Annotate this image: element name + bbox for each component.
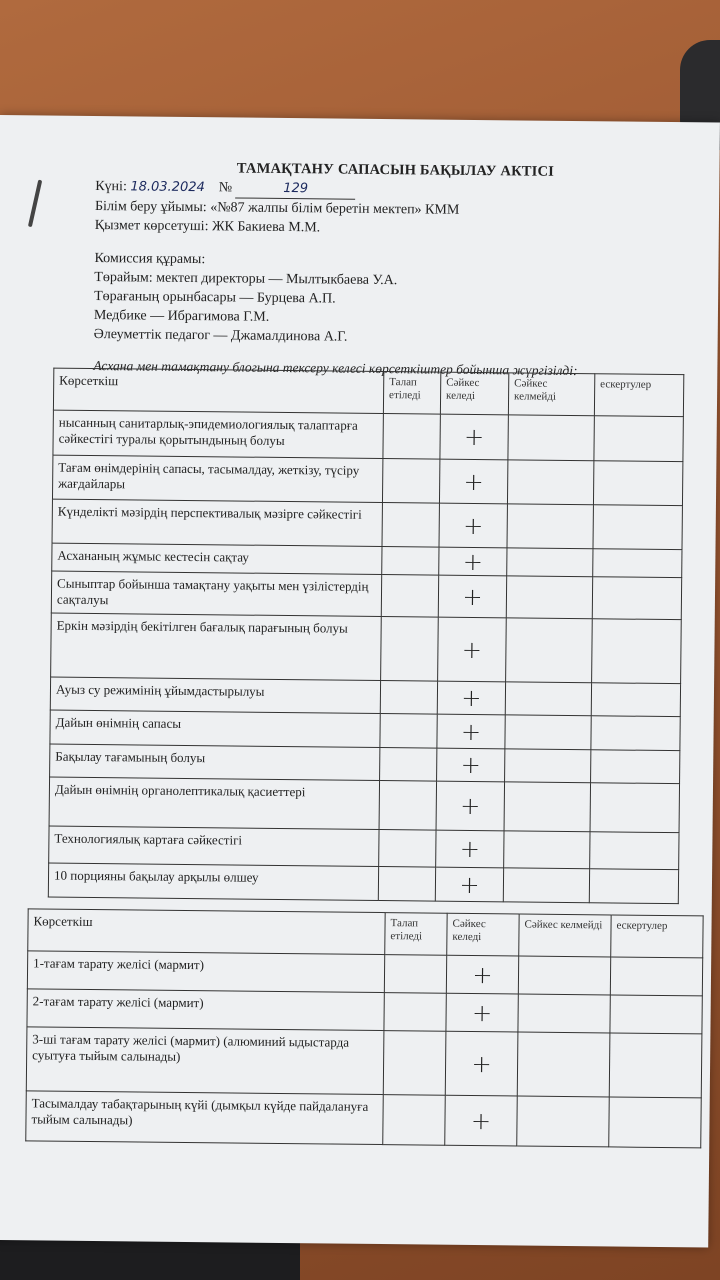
compliance-mark: + [445,1031,518,1096]
cell-remarks [594,416,683,462]
row-label: Сыныптар бойынша тамақтану уақыты мен үзілістердің сақталуы [51,571,381,616]
cell-remarks [592,577,681,620]
table-row [51,613,682,684]
cell-noncompliant [507,504,593,549]
table-row [26,1027,702,1098]
table-header-row [53,368,683,417]
cell-noncompliant [505,715,591,750]
cell-required [382,503,439,548]
cell-noncompliant [506,618,593,683]
date-label: Күні: [95,179,127,195]
compliance-mark: + [445,1095,518,1146]
cell-required [379,830,436,868]
cell-noncompliant [504,831,590,869]
header-indicator: Көрсеткіш [28,909,385,955]
cell-required [382,459,439,504]
compliance-mark: + [439,503,507,548]
cell-remarks [593,505,682,550]
compliance-mark: + [446,955,518,994]
header-compliant: Сәйкес келеді [440,372,508,415]
cell-required [384,955,446,994]
cell-noncompliant [507,460,593,505]
table-row [51,571,681,620]
row-label: 10 порцияны бақылау арқылы өлшеу [48,863,378,900]
date-value: 18.03.2024 [130,179,205,196]
compliance-mark: + [437,714,505,749]
document-header [93,158,655,381]
compliance-mark: + [435,867,503,902]
row-label: Дайын өнімнің органолептикалық қасиеттері [49,777,379,829]
compliance-mark: + [440,414,508,460]
header-required: Талап етіледі [383,372,440,415]
header-noncompliant: Сәйкес келмейді [508,373,594,416]
cell-remarks [593,461,682,506]
compliance-mark: + [436,830,504,868]
compliance-mark: + [439,459,507,504]
cell-noncompliant [508,415,594,461]
cell-remarks [609,1033,702,1098]
cell-remarks [592,619,682,684]
table-header-row [28,909,703,958]
compliance-mark: + [437,748,505,782]
row-label: 3-ші тағам тарату желісі (мармит) (алюминий ыдыстарда суытуға тыйым салынады) [26,1027,384,1095]
row-label: Дайын өнімнің сапасы [50,710,380,747]
inspection-intro: Асхана мен тамақтану блогына тексеру келесі көрсеткіштер бойынша жүргізілді: [93,357,578,379]
provider-line: Қызмет көрсетуші: ЖК Бакиева М.М. [94,217,321,236]
table-row [49,777,679,833]
row-label: Технологиялық картаға сәйкестігі [49,826,379,866]
row-label: Күнделікті мәзірдің перспективалық мәзірге сәйкестігі [52,499,382,546]
row-label: Тағам өнімдерінің сапасы, тасымалдау, жеткізу, түсіру жағдайлары [52,455,382,502]
row-label: Тасымалдау табақтарының күйі (дымқыл күйде пайдалануға тыйым салынады) [26,1091,384,1145]
cell-required [381,575,438,618]
organization-line: Білім беру ұйымы: «№87 жалпы білім беретін мектеп» КММ [94,199,460,218]
member-chair: Төрайым: мектеп директоры — Мылтыкбаева У.А. [94,269,398,289]
cell-noncompliant [505,682,591,716]
row-label: Асхананың жұмыс кестесін сақтау [52,543,382,574]
member-deputy: Төрағаның орынбасары — Бурцева А.П. [94,288,336,307]
cell-noncompliant [506,576,592,619]
pen-mark [28,180,42,228]
row-label: 1-тағам тарату желісі (мармит) [27,951,384,993]
row-label: Бақылау тағамының болуы [50,744,380,780]
compliance-mark: + [436,781,505,831]
table-row [52,499,682,550]
number-value: 129 [236,178,356,199]
cell-noncompliant [518,994,610,1033]
table-row [53,410,683,462]
cell-noncompliant [505,749,591,783]
header-required: Талап етіледі [385,913,447,956]
number-label: № [218,180,233,196]
table-row [26,1091,701,1148]
cell-noncompliant [507,548,593,577]
member-nurse: Медбике — Ибрагимова Г.М. [93,307,270,325]
compliance-mark: + [438,575,506,618]
cell-required [384,993,446,1032]
header-indicator: Көрсеткіш [53,368,383,413]
row-label: Ауыз су режимінің ұйымдастырылуы [50,677,380,713]
compliance-mark: + [439,547,507,576]
cell-noncompliant [503,868,589,903]
cell-required [378,867,435,902]
cell-remarks [590,783,680,833]
cell-remarks [591,716,680,751]
cell-remarks [610,957,702,996]
cell-remarks [609,1097,702,1148]
cell-remarks [591,683,680,717]
row-label: Еркін мәзірдің бекітілген бағалық парағының болуы [51,613,382,680]
cell-remarks [590,832,679,870]
inspection-table-2 [25,908,703,1148]
compliance-mark: + [446,993,518,1032]
cell-noncompliant [504,782,591,832]
row-label: 2-тағам тарату желісі (мармит) [27,989,384,1031]
compliance-mark: + [437,681,505,715]
cell-required [381,617,439,682]
cell-remarks [591,750,680,784]
cell-required [380,681,437,715]
compliance-mark: + [438,617,507,682]
table-row [52,455,682,506]
cell-noncompliant [517,1096,610,1147]
cell-required [379,781,437,831]
cell-remarks [610,995,702,1034]
cell-noncompliant [518,956,610,995]
header-remarks: ескертулер [611,915,703,958]
cell-remarks [593,549,682,578]
row-label: нысанның санитарлық-эпидемиологиялық талаптарға сәйкестігі туралы қорытындының болуы [53,410,383,458]
commission-title: Комиссия құрамы: [94,250,206,268]
table-row [48,863,678,904]
member-social-pedagogue: Әлеуметтік педагог — Джамалдинова А.Г. [93,326,348,345]
document-sheet [0,115,720,1247]
cell-remarks [589,869,678,904]
cell-required [383,1031,446,1096]
inspection-table-1 [48,368,685,905]
header-remarks: ескертулер [594,374,683,417]
cell-required [380,714,437,749]
cell-required [380,748,437,782]
cell-noncompliant [517,1032,610,1097]
header-noncompliant: Сәйкес келмейді [519,914,611,957]
document-title: ТАМАҚТАНУ САПАСЫН БАҚЫЛАУ АКТІСІ [236,160,555,180]
header-compliant: Сәйкес келеді [447,913,519,956]
cell-required [383,414,440,460]
cell-required [382,547,439,576]
cell-required [383,1095,446,1146]
